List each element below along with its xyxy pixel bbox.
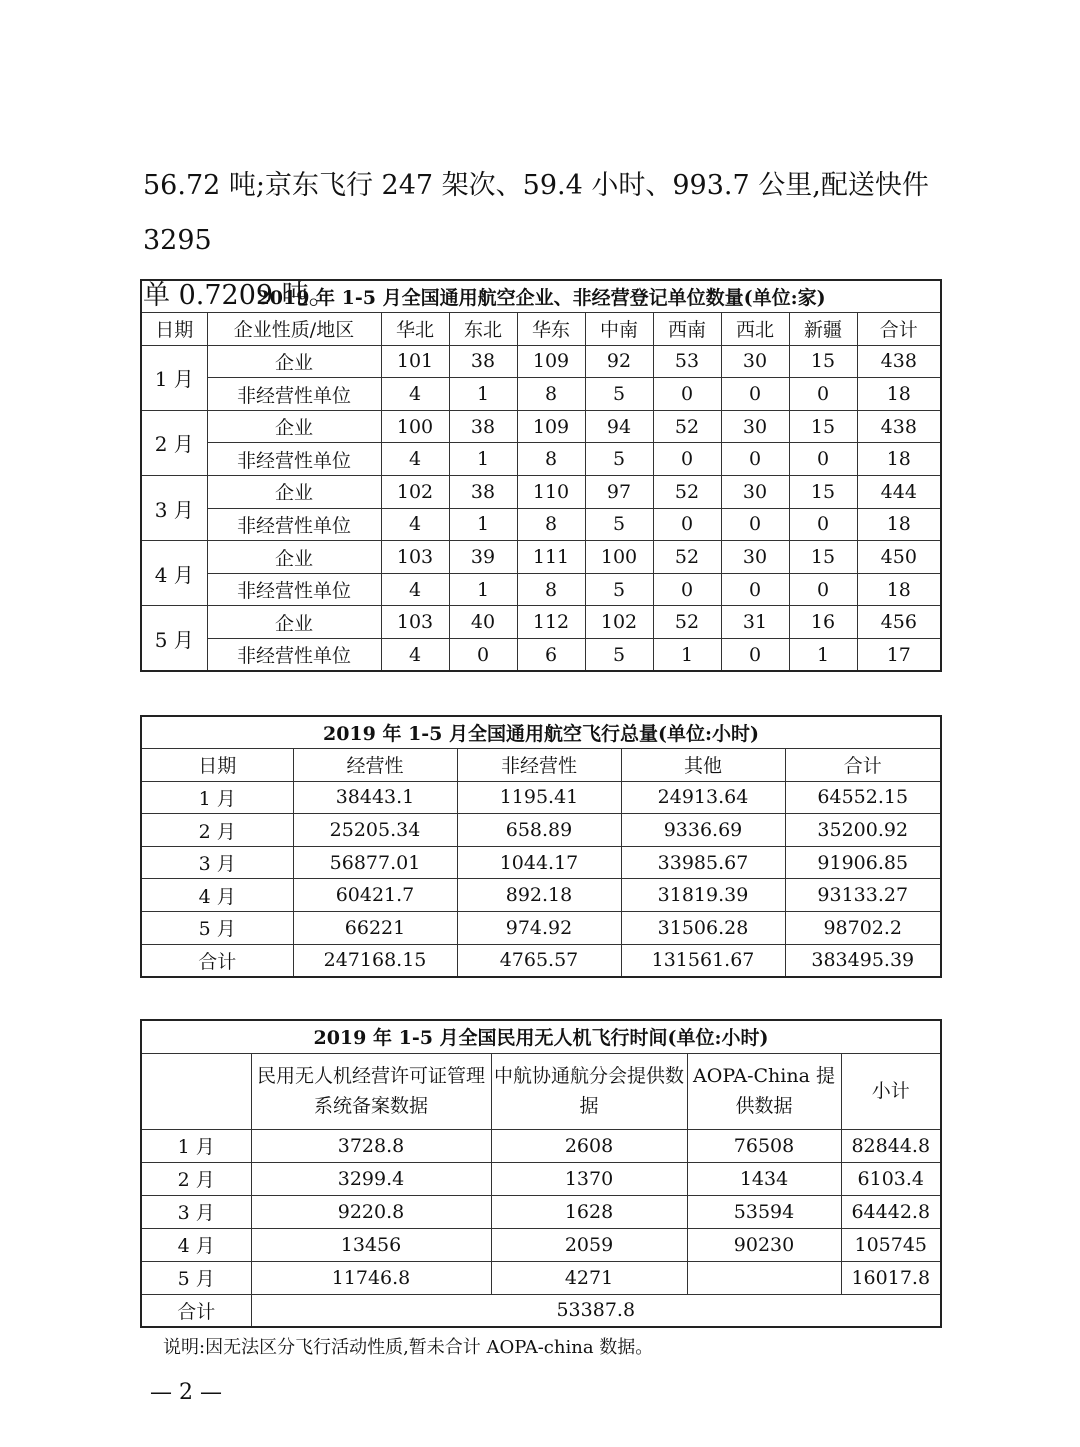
table3-header-cell: 中航协通航分会提供数据 — [491, 1053, 687, 1129]
table2-month-cell: 3 月 — [141, 846, 293, 879]
table1-value-cell: 5 — [585, 378, 653, 411]
table2-value-cell: 974.92 — [457, 912, 621, 945]
table2-value-cell: 25205.34 — [293, 814, 457, 847]
table2-row — [141, 781, 941, 814]
table1-value-cell: 15 — [789, 476, 857, 509]
flight-volume-table — [140, 715, 942, 978]
table1-header-cell: 新疆 — [789, 313, 857, 346]
table1-type-cell: 非经营性单位 — [207, 378, 381, 411]
table3-month-cell: 5 月 — [141, 1261, 251, 1294]
table1-value-cell: 4 — [381, 639, 449, 672]
table2-month-cell: 5 月 — [141, 912, 293, 945]
table3-value-cell: 53594 — [687, 1195, 841, 1228]
table1-value-cell: 109 — [517, 410, 585, 443]
table2-header-row — [141, 749, 941, 782]
table1-value-cell: 102 — [381, 476, 449, 509]
table2-title: 2019 年 1-5 月全国通用航空飞行总量(单位:小时) — [141, 716, 941, 749]
table1-row — [141, 410, 941, 443]
table1-value-cell: 444 — [857, 476, 941, 509]
table1-value-cell: 18 — [857, 443, 941, 476]
table1-value-cell: 103 — [381, 541, 449, 574]
table2-month-cell: 合计 — [141, 944, 293, 977]
table3-row — [141, 1162, 941, 1195]
table2-value-cell: 24913.64 — [621, 781, 785, 814]
table2-header-cell: 日期 — [141, 749, 293, 782]
table2-value-cell: 892.18 — [457, 879, 621, 912]
table2-header-cell: 经营性 — [293, 749, 457, 782]
table3-value-cell: 3299.4 — [251, 1162, 491, 1195]
table1-header-cell: 日期 — [141, 313, 207, 346]
table3-total-label: 合计 — [141, 1294, 251, 1327]
table1-value-cell: 0 — [721, 639, 789, 672]
table1-value-cell: 0 — [789, 378, 857, 411]
table1-value-cell: 38 — [449, 410, 517, 443]
table1-value-cell: 0 — [721, 378, 789, 411]
table1-value-cell: 38 — [449, 476, 517, 509]
table3-month-cell: 3 月 — [141, 1195, 251, 1228]
table3-month-cell: 2 月 — [141, 1162, 251, 1195]
table1-value-cell: 8 — [517, 508, 585, 541]
table2-value-cell: 131561.67 — [621, 944, 785, 977]
table3-total-row — [141, 1294, 941, 1327]
table1-value-cell: 1 — [449, 573, 517, 606]
table1-value-cell: 5 — [585, 573, 653, 606]
table2-value-cell: 64552.15 — [785, 781, 941, 814]
table3-title: 2019 年 1-5 月全国民用无人机飞行时间(单位:小时) — [141, 1020, 941, 1053]
table3-header-cell: 小计 — [841, 1053, 941, 1129]
table1-header-cell: 企业性质/地区 — [207, 313, 381, 346]
table2-month-cell: 4 月 — [141, 879, 293, 912]
table1-value-cell: 0 — [789, 508, 857, 541]
table2-row — [141, 944, 941, 977]
table3-value-cell: 3728.8 — [251, 1129, 491, 1162]
table2-value-cell: 60421.7 — [293, 879, 457, 912]
table3-value-cell: 13456 — [251, 1228, 491, 1261]
table1-title: 2019 年 1-5 月全国通用航空企业、非经营登记单位数量(单位:家) — [141, 280, 941, 313]
table1-value-cell: 30 — [721, 345, 789, 378]
table1-value-cell: 1 — [449, 443, 517, 476]
table1-row — [141, 639, 941, 672]
table1-value-cell: 111 — [517, 541, 585, 574]
table2-value-cell: 38443.1 — [293, 781, 457, 814]
table3-value-cell: 1628 — [491, 1195, 687, 1228]
table1-month-cell: 2 月 — [141, 410, 207, 475]
table3-value-cell: 11746.8 — [251, 1261, 491, 1294]
enterprise-count-table — [140, 279, 942, 672]
table2-month-cell: 1 月 — [141, 781, 293, 814]
table1-value-cell: 52 — [653, 541, 721, 574]
table3-header-cell — [141, 1053, 251, 1129]
table1-row — [141, 378, 941, 411]
table3-value-cell: 82844.8 — [841, 1129, 941, 1162]
table1-type-cell: 非经营性单位 — [207, 443, 381, 476]
table1-row — [141, 573, 941, 606]
table2-value-cell: 33985.67 — [621, 846, 785, 879]
table1-month-cell: 3 月 — [141, 476, 207, 541]
table1-value-cell: 4 — [381, 443, 449, 476]
table1-value-cell: 0 — [653, 378, 721, 411]
table3-value-cell: 1370 — [491, 1162, 687, 1195]
table3-value-cell — [687, 1261, 841, 1294]
table1-value-cell: 17 — [857, 639, 941, 672]
table3-value-cell: 1434 — [687, 1162, 841, 1195]
table1-type-cell: 企业 — [207, 541, 381, 574]
table2-value-cell: 247168.15 — [293, 944, 457, 977]
table1-header-cell: 华东 — [517, 313, 585, 346]
table1-value-cell: 1 — [449, 378, 517, 411]
table1-value-cell: 15 — [789, 541, 857, 574]
table3-value-cell: 2608 — [491, 1129, 687, 1162]
table1-value-cell: 450 — [857, 541, 941, 574]
table1-value-cell: 0 — [653, 443, 721, 476]
table3-value-cell: 105745 — [841, 1228, 941, 1261]
table1-value-cell: 101 — [381, 345, 449, 378]
table2-month-cell: 2 月 — [141, 814, 293, 847]
table1-month-cell: 1 月 — [141, 345, 207, 410]
table1-value-cell: 94 — [585, 410, 653, 443]
table1-value-cell: 16 — [789, 606, 857, 639]
table1-value-cell: 8 — [517, 573, 585, 606]
table2-value-cell: 1044.17 — [457, 846, 621, 879]
table1-row — [141, 508, 941, 541]
table2-value-cell: 4765.57 — [457, 944, 621, 977]
table1-row — [141, 443, 941, 476]
table3-value-cell: 76508 — [687, 1129, 841, 1162]
table2-value-cell: 31506.28 — [621, 912, 785, 945]
table2-row — [141, 814, 941, 847]
table1-value-cell: 109 — [517, 345, 585, 378]
table3-value-cell: 2059 — [491, 1228, 687, 1261]
table1-value-cell: 5 — [585, 639, 653, 672]
table2-header-cell: 其他 — [621, 749, 785, 782]
intro-line-2: 单 0.7209 吨。 — [143, 280, 336, 311]
table1-value-cell: 8 — [517, 378, 585, 411]
table3-row — [141, 1129, 941, 1162]
table1-value-cell: 30 — [721, 410, 789, 443]
table3-value-cell: 16017.8 — [841, 1261, 941, 1294]
table1-type-cell: 非经营性单位 — [207, 573, 381, 606]
table3-row — [141, 1228, 941, 1261]
table3-header-cell: AOPA-China 提供数据 — [687, 1053, 841, 1129]
table1-type-cell: 企业 — [207, 410, 381, 443]
table1-row — [141, 606, 941, 639]
table2-value-cell: 31819.39 — [621, 879, 785, 912]
table2-header-cell: 合计 — [785, 749, 941, 782]
table3-month-cell: 4 月 — [141, 1228, 251, 1261]
table1-value-cell: 1 — [789, 639, 857, 672]
table3-value-cell: 64442.8 — [841, 1195, 941, 1228]
table1-value-cell: 31 — [721, 606, 789, 639]
table2-value-cell: 35200.92 — [785, 814, 941, 847]
table2-value-cell: 66221 — [293, 912, 457, 945]
table1-value-cell: 15 — [789, 345, 857, 378]
table1-value-cell: 103 — [381, 606, 449, 639]
table1-value-cell: 0 — [653, 508, 721, 541]
table1-value-cell: 92 — [585, 345, 653, 378]
table1-value-cell: 456 — [857, 606, 941, 639]
table1-value-cell: 4 — [381, 378, 449, 411]
table1-value-cell: 52 — [653, 476, 721, 509]
table3-value-cell: 4271 — [491, 1261, 687, 1294]
table1-type-cell: 企业 — [207, 345, 381, 378]
table1-value-cell: 0 — [721, 508, 789, 541]
table1-value-cell: 4 — [381, 508, 449, 541]
table1-type-cell: 非经营性单位 — [207, 639, 381, 672]
table3-month-cell: 1 月 — [141, 1129, 251, 1162]
table1-value-cell: 53 — [653, 345, 721, 378]
table1-value-cell: 18 — [857, 378, 941, 411]
table1-value-cell: 40 — [449, 606, 517, 639]
table1-header-row — [141, 313, 941, 346]
table2-row — [141, 879, 941, 912]
table1-row — [141, 345, 941, 378]
table1-value-cell: 112 — [517, 606, 585, 639]
table1-row — [141, 476, 941, 509]
table2-value-cell: 9336.69 — [621, 814, 785, 847]
table1-month-cell: 4 月 — [141, 541, 207, 606]
table2-row — [141, 846, 941, 879]
drone-flight-table — [140, 1019, 942, 1328]
table1-value-cell: 38 — [449, 345, 517, 378]
table1-header-cell: 东北 — [449, 313, 517, 346]
table3-total-value: 53387.8 — [251, 1294, 941, 1327]
table3-value-cell: 90230 — [687, 1228, 841, 1261]
table1-value-cell: 0 — [789, 573, 857, 606]
table1-header-cell: 华北 — [381, 313, 449, 346]
table1-value-cell: 39 — [449, 541, 517, 574]
table2-value-cell: 56877.01 — [293, 846, 457, 879]
table3-value-cell: 6103.4 — [841, 1162, 941, 1195]
table1-value-cell: 15 — [789, 410, 857, 443]
table1-value-cell: 6 — [517, 639, 585, 672]
table1-type-cell: 非经营性单位 — [207, 508, 381, 541]
table1-type-cell: 企业 — [207, 476, 381, 509]
table1-header-cell: 中南 — [585, 313, 653, 346]
table1-value-cell: 0 — [449, 639, 517, 672]
table2-value-cell: 98702.2 — [785, 912, 941, 945]
table2-row — [141, 912, 941, 945]
table1-month-cell: 5 月 — [141, 606, 207, 671]
table1-value-cell: 102 — [585, 606, 653, 639]
table2-value-cell: 658.89 — [457, 814, 621, 847]
intro-line-1: 56.72 吨;京东飞行 247 架次、59.4 小时、993.7 公里,配送快件 3295 — [143, 170, 929, 256]
table1-value-cell: 1 — [449, 508, 517, 541]
table2-value-cell: 1195.41 — [457, 781, 621, 814]
table1-value-cell: 0 — [653, 573, 721, 606]
table1-value-cell: 438 — [857, 410, 941, 443]
table1-value-cell: 30 — [721, 541, 789, 574]
table1-value-cell: 0 — [721, 573, 789, 606]
table1-value-cell: 52 — [653, 606, 721, 639]
table3-row — [141, 1195, 941, 1228]
table1-header-cell: 西南 — [653, 313, 721, 346]
page-number: — 2 — — [150, 1380, 222, 1405]
table1-value-cell: 0 — [789, 443, 857, 476]
table1-value-cell: 438 — [857, 345, 941, 378]
table3-header-cell: 民用无人机经营许可证管理系统备案数据 — [251, 1053, 491, 1129]
table1-value-cell: 18 — [857, 508, 941, 541]
table1-header-cell: 西北 — [721, 313, 789, 346]
table2-value-cell: 383495.39 — [785, 944, 941, 977]
table2-header-cell: 非经营性 — [457, 749, 621, 782]
footnote: 说明:因无法区分飞行活动性质,暂未合计 AOPA-china 数据。 — [163, 1337, 654, 1358]
table2-value-cell: 93133.27 — [785, 879, 941, 912]
table1-value-cell: 18 — [857, 573, 941, 606]
table3-header-row — [141, 1053, 941, 1129]
table1-value-cell: 1 — [653, 639, 721, 672]
table1-value-cell: 5 — [585, 508, 653, 541]
table1-value-cell: 97 — [585, 476, 653, 509]
table1-value-cell: 8 — [517, 443, 585, 476]
table1-value-cell: 52 — [653, 410, 721, 443]
table1-value-cell: 110 — [517, 476, 585, 509]
table1-type-cell: 企业 — [207, 606, 381, 639]
table1-value-cell: 4 — [381, 573, 449, 606]
table3-row — [141, 1261, 941, 1294]
table3-value-cell: 9220.8 — [251, 1195, 491, 1228]
table1-row — [141, 541, 941, 574]
table1-value-cell: 0 — [721, 443, 789, 476]
table1-value-cell: 5 — [585, 443, 653, 476]
table2-value-cell: 91906.85 — [785, 846, 941, 879]
table1-header-cell: 合计 — [857, 313, 941, 346]
table1-value-cell: 100 — [381, 410, 449, 443]
table1-value-cell: 30 — [721, 476, 789, 509]
table1-value-cell: 100 — [585, 541, 653, 574]
